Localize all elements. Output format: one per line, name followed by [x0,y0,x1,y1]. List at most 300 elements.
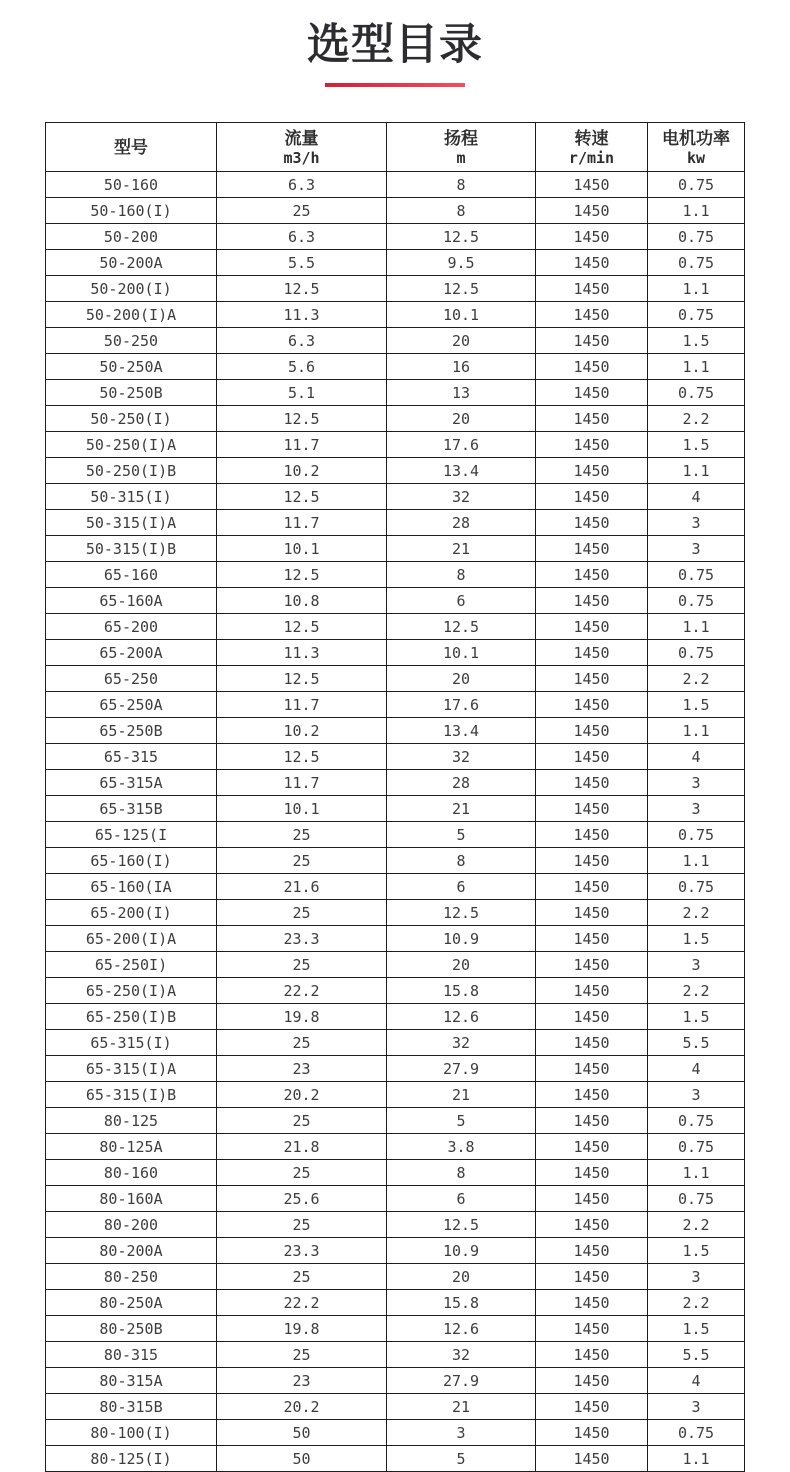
cell-motor-power: 1.1 [648,458,745,484]
page-title: 选型目录 [307,21,483,69]
cell-motor-power: 4 [648,1056,745,1082]
cell-flow: 11.7 [217,432,387,458]
cell-head: 13.4 [387,718,536,744]
cell-motor-power: 0.75 [648,1420,745,1446]
cell-speed: 1450 [536,1108,648,1134]
header-speed-unit: r/min [568,148,615,167]
cell-model: 80-160 [46,1160,217,1186]
cell-motor-power: 1.1 [648,1446,745,1472]
table-row [46,666,745,692]
cell-model: 65-200(I)A [46,926,217,952]
cell-speed: 1450 [536,588,648,614]
cell-motor-power: 2.2 [648,1290,745,1316]
table-row [46,1134,745,1160]
cell-speed: 1450 [536,458,648,484]
cell-flow: 50 [217,1420,387,1446]
header-speed [536,123,648,172]
cell-motor-power: 1.5 [648,926,745,952]
table-row [46,978,745,1004]
selection-catalog-table [45,122,745,1472]
cell-motor-power: 0.75 [648,562,745,588]
cell-model: 50-315(I) [46,484,217,510]
cell-speed: 1450 [536,1030,648,1056]
cell-model: 80-125 [46,1108,217,1134]
cell-motor-power: 1.5 [648,1316,745,1342]
cell-flow: 20.2 [217,1082,387,1108]
table-row [46,926,745,952]
table-row [46,1212,745,1238]
cell-motor-power: 4 [648,484,745,510]
cell-speed: 1450 [536,328,648,354]
cell-motor-power: 0.75 [648,1186,745,1212]
cell-flow: 21.8 [217,1134,387,1160]
table-row [46,692,745,718]
table-row [46,1030,745,1056]
cell-model: 80-100(I) [46,1420,217,1446]
table-row [46,614,745,640]
cell-flow: 19.8 [217,1004,387,1030]
cell-speed: 1450 [536,614,648,640]
table-row [46,1264,745,1290]
cell-flow: 12.5 [217,666,387,692]
cell-flow: 11.7 [217,692,387,718]
cell-motor-power: 4 [648,744,745,770]
cell-model: 50-200(I)A [46,302,217,328]
cell-speed: 1450 [536,1004,648,1030]
cell-motor-power: 1.1 [648,718,745,744]
cell-motor-power: 3 [648,796,745,822]
table-row [46,1394,745,1420]
cell-speed: 1450 [536,978,648,1004]
cell-model: 80-200 [46,1212,217,1238]
table-row [46,250,745,276]
cell-flow: 25 [217,1030,387,1056]
table-row [46,276,745,302]
cell-model: 65-200 [46,614,217,640]
cell-motor-power: 0.75 [648,250,745,276]
cell-flow: 10.1 [217,536,387,562]
cell-head: 32 [387,1342,536,1368]
header-flow-label: 流量 [284,128,319,148]
cell-model: 65-125(I [46,822,217,848]
cell-speed: 1450 [536,952,648,978]
cell-motor-power: 3 [648,1082,745,1108]
cell-head: 13 [387,380,536,406]
table-row [46,1186,745,1212]
cell-motor-power: 1.5 [648,692,745,718]
table-row [46,354,745,380]
cell-model: 50-200(I) [46,276,217,302]
cell-motor-power: 1.1 [648,1160,745,1186]
cell-flow: 11.3 [217,302,387,328]
cell-flow: 5.1 [217,380,387,406]
cell-flow: 23.3 [217,926,387,952]
table-row [46,1160,745,1186]
cell-speed: 1450 [536,198,648,224]
table-row [46,224,745,250]
cell-model: 65-200A [46,640,217,666]
cell-flow: 19.8 [217,1316,387,1342]
cell-speed: 1450 [536,172,648,198]
table-row [46,536,745,562]
cell-head: 28 [387,510,536,536]
cell-speed: 1450 [536,1368,648,1394]
cell-motor-power: 0.75 [648,640,745,666]
table-row [46,172,745,198]
cell-head: 6 [387,1186,536,1212]
table-row [46,1004,745,1030]
cell-speed: 1450 [536,1238,648,1264]
cell-model: 65-250I) [46,952,217,978]
cell-speed: 1450 [536,640,648,666]
cell-motor-power: 3 [648,770,745,796]
cell-flow: 22.2 [217,978,387,1004]
cell-flow: 25 [217,1108,387,1134]
cell-model: 65-315(I)B [46,1082,217,1108]
cell-head: 3 [387,1420,536,1446]
cell-speed: 1450 [536,536,648,562]
header-model-label: 型号 [114,137,148,157]
cell-flow: 11.3 [217,640,387,666]
cell-motor-power: 1.5 [648,432,745,458]
header-flow [217,123,387,172]
cell-model: 50-200 [46,224,217,250]
cell-model: 65-160A [46,588,217,614]
table-row [46,458,745,484]
cell-head: 15.8 [387,978,536,1004]
cell-speed: 1450 [536,1160,648,1186]
table-row [46,1082,745,1108]
cell-speed: 1450 [536,926,648,952]
cell-speed: 1450 [536,432,648,458]
cell-motor-power: 3 [648,1264,745,1290]
table-row [46,1446,745,1472]
cell-model: 80-125A [46,1134,217,1160]
cell-flow: 23.3 [217,1238,387,1264]
cell-speed: 1450 [536,1446,648,1472]
cell-head: 20 [387,328,536,354]
table-row [46,562,745,588]
cell-speed: 1450 [536,276,648,302]
cell-flow: 10.2 [217,718,387,744]
table-row [46,1108,745,1134]
cell-model: 50-250(I)B [46,458,217,484]
cell-flow: 23 [217,1056,387,1082]
cell-flow: 12.5 [217,276,387,302]
cell-speed: 1450 [536,718,648,744]
cell-head: 10.1 [387,302,536,328]
cell-speed: 1450 [536,1394,648,1420]
cell-motor-power: 0.75 [648,874,745,900]
cell-head: 12.5 [387,1212,536,1238]
cell-motor-power: 0.75 [648,1108,745,1134]
cell-head: 8 [387,172,536,198]
cell-flow: 12.5 [217,562,387,588]
cell-flow: 6.3 [217,328,387,354]
cell-head: 8 [387,1160,536,1186]
table-row [46,1420,745,1446]
table-row [46,1238,745,1264]
cell-head: 5 [387,822,536,848]
table-row [46,1368,745,1394]
cell-speed: 1450 [536,692,648,718]
cell-flow: 25 [217,900,387,926]
table-row [46,380,745,406]
cell-motor-power: 3 [648,952,745,978]
header-speed-label: 转速 [574,128,609,148]
cell-speed: 1450 [536,1342,648,1368]
table-row [46,328,745,354]
cell-motor-power: 1.1 [648,354,745,380]
cell-flow: 25 [217,822,387,848]
cell-motor-power: 2.2 [648,900,745,926]
table-row [46,588,745,614]
cell-motor-power: 1.1 [648,614,745,640]
cell-model: 80-250 [46,1264,217,1290]
header-motor-power [648,123,745,172]
cell-model: 65-315(I) [46,1030,217,1056]
cell-speed: 1450 [536,224,648,250]
cell-motor-power: 0.75 [648,224,745,250]
cell-flow: 50 [217,1446,387,1472]
cell-motor-power: 0.75 [648,302,745,328]
cell-motor-power: 0.75 [648,588,745,614]
cell-model: 50-250(I)A [46,432,217,458]
cell-head: 21 [387,1082,536,1108]
table-row [46,198,745,224]
cell-motor-power: 1.5 [648,328,745,354]
cell-motor-power: 2.2 [648,406,745,432]
cell-head: 21 [387,536,536,562]
cell-flow: 25 [217,848,387,874]
cell-model: 50-250A [46,354,217,380]
cell-head: 16 [387,354,536,380]
cell-model: 80-250B [46,1316,217,1342]
cell-flow: 11.7 [217,770,387,796]
header-head [387,123,536,172]
table-row [46,718,745,744]
header-head-unit: m [456,148,466,167]
cell-speed: 1450 [536,1082,648,1108]
cell-flow: 10.2 [217,458,387,484]
cell-model: 50-160 [46,172,217,198]
table-row [46,406,745,432]
table-row [46,302,745,328]
cell-speed: 1450 [536,796,648,822]
cell-speed: 1450 [536,302,648,328]
cell-flow: 12.5 [217,744,387,770]
cell-flow: 6.3 [217,224,387,250]
cell-head: 5 [387,1446,536,1472]
table-row [46,484,745,510]
cell-flow: 25 [217,1342,387,1368]
cell-head: 13.4 [387,458,536,484]
cell-model: 65-250B [46,718,217,744]
cell-speed: 1450 [536,848,648,874]
table-body [46,172,745,1472]
cell-flow: 10.8 [217,588,387,614]
cell-head: 15.8 [387,1290,536,1316]
cell-model: 65-250(I)B [46,1004,217,1030]
cell-head: 10.9 [387,926,536,952]
table-row [46,770,745,796]
cell-speed: 1450 [536,510,648,536]
cell-head: 12.5 [387,276,536,302]
cell-head: 21 [387,1394,536,1420]
cell-speed: 1450 [536,562,648,588]
cell-flow: 12.5 [217,406,387,432]
table-row [46,640,745,666]
table-row [46,432,745,458]
cell-head: 12.5 [387,900,536,926]
cell-head: 12.6 [387,1316,536,1342]
cell-motor-power: 1.5 [648,1004,745,1030]
cell-head: 17.6 [387,692,536,718]
cell-model: 65-160 [46,562,217,588]
cell-speed: 1450 [536,1316,648,1342]
table-row [46,952,745,978]
cell-model: 65-250(I)A [46,978,217,1004]
cell-speed: 1450 [536,874,648,900]
cell-head: 12.6 [387,1004,536,1030]
cell-flow: 5.5 [217,250,387,276]
cell-motor-power: 1.1 [648,848,745,874]
cell-speed: 1450 [536,484,648,510]
cell-head: 32 [387,484,536,510]
cell-motor-power: 0.75 [648,380,745,406]
cell-motor-power: 1.1 [648,276,745,302]
cell-speed: 1450 [536,744,648,770]
cell-head: 27.9 [387,1056,536,1082]
cell-flow: 25 [217,1160,387,1186]
cell-head: 32 [387,744,536,770]
cell-motor-power: 2.2 [648,666,745,692]
cell-model: 80-160A [46,1186,217,1212]
cell-model: 65-200(I) [46,900,217,926]
cell-model: 80-315 [46,1342,217,1368]
header-motor-power-unit: kw [686,148,706,167]
table-row [46,900,745,926]
cell-flow: 22.2 [217,1290,387,1316]
table-row [46,822,745,848]
cell-speed: 1450 [536,354,648,380]
cell-model: 80-200A [46,1238,217,1264]
cell-model: 65-160(I) [46,848,217,874]
header-model [46,123,217,172]
cell-model: 65-315(I)A [46,1056,217,1082]
cell-head: 27.9 [387,1368,536,1394]
cell-model: 50-315(I)A [46,510,217,536]
cell-motor-power: 5.5 [648,1030,745,1056]
cell-model: 65-315 [46,744,217,770]
cell-model: 50-250 [46,328,217,354]
table-row [46,1342,745,1368]
table-row [46,796,745,822]
cell-flow: 20.2 [217,1394,387,1420]
cell-model: 80-315A [46,1368,217,1394]
cell-head: 28 [387,770,536,796]
cell-motor-power: 5.5 [648,1342,745,1368]
cell-motor-power: 2.2 [648,1212,745,1238]
cell-head: 12.5 [387,224,536,250]
cell-model: 65-315A [46,770,217,796]
cell-flow: 12.5 [217,484,387,510]
cell-speed: 1450 [536,1290,648,1316]
cell-model: 65-250A [46,692,217,718]
cell-model: 80-250A [46,1290,217,1316]
cell-motor-power: 3 [648,1394,745,1420]
cell-flow: 6.3 [217,172,387,198]
cell-flow: 25 [217,198,387,224]
cell-head: 6 [387,874,536,900]
cell-head: 9.5 [387,250,536,276]
table-row [46,848,745,874]
cell-model: 50-200A [46,250,217,276]
table-row [46,1056,745,1082]
cell-head: 8 [387,848,536,874]
table-row [46,874,745,900]
cell-speed: 1450 [536,1056,648,1082]
cell-head: 20 [387,952,536,978]
cell-flow: 25.6 [217,1186,387,1212]
cell-head: 8 [387,198,536,224]
cell-speed: 1450 [536,666,648,692]
table-header-row [46,123,745,172]
cell-flow: 25 [217,1264,387,1290]
table-row [46,1290,745,1316]
cell-motor-power: 1.5 [648,1238,745,1264]
cell-motor-power: 3 [648,536,745,562]
cell-speed: 1450 [536,1420,648,1446]
cell-head: 6 [387,588,536,614]
cell-flow: 12.5 [217,614,387,640]
cell-speed: 1450 [536,1264,648,1290]
cell-motor-power: 3 [648,510,745,536]
cell-speed: 1450 [536,900,648,926]
table-row [46,510,745,536]
cell-model: 50-160(I) [46,198,217,224]
cell-flow: 11.7 [217,510,387,536]
cell-model: 50-315(I)B [46,536,217,562]
cell-head: 20 [387,1264,536,1290]
cell-head: 10.9 [387,1238,536,1264]
cell-flow: 23 [217,1368,387,1394]
cell-head: 17.6 [387,432,536,458]
header-head-label: 扬程 [444,128,478,148]
cell-head: 32 [387,1030,536,1056]
cell-speed: 1450 [536,1212,648,1238]
cell-speed: 1450 [536,1186,648,1212]
cell-model: 65-160(IA [46,874,217,900]
cell-speed: 1450 [536,380,648,406]
cell-flow: 5.6 [217,354,387,380]
cell-head: 20 [387,406,536,432]
cell-head: 3.8 [387,1134,536,1160]
cell-speed: 1450 [536,406,648,432]
cell-speed: 1450 [536,250,648,276]
cell-model: 80-315B [46,1394,217,1420]
cell-flow: 25 [217,952,387,978]
cell-head: 10.1 [387,640,536,666]
table-row [46,744,745,770]
cell-speed: 1450 [536,770,648,796]
cell-model: 65-250 [46,666,217,692]
cell-head: 20 [387,666,536,692]
cell-motor-power: 0.75 [648,172,745,198]
cell-motor-power: 2.2 [648,978,745,1004]
cell-head: 5 [387,1108,536,1134]
cell-model: 65-315B [46,796,217,822]
